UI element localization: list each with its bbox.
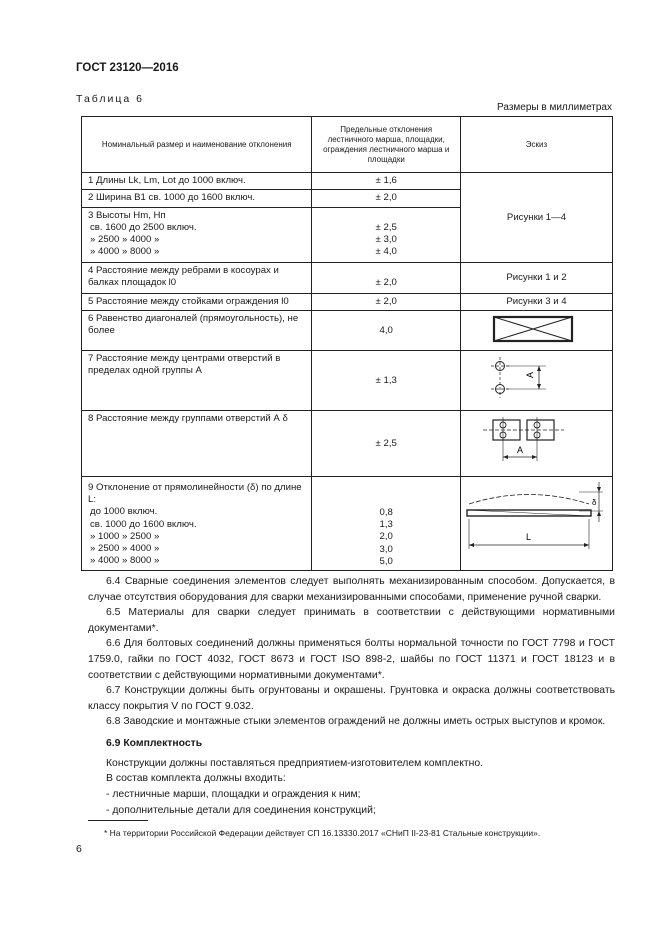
row1-name: 1 Длины Lk, Lm, Lot до 1000 включ. <box>82 173 312 190</box>
col-header-limits: Предельные отклонения лестничного марша, площадки, ограждения лестничного марша и площадки <box>312 117 461 173</box>
row9-line: до 1000 включ. <box>90 506 158 518</box>
col-header-sketch: Эскиз <box>460 117 612 173</box>
standard-title: ГОСТ 23120—2016 <box>76 62 179 74</box>
footnote-separator <box>88 820 148 821</box>
paragraph-6-6: 6.6 Для болтовых соединений должны применяться болты нормальной точности по ГОСТ 7798 и ГОСТ 1759.0, гайки по ГОСТ 4032, ГОСТ 8673 и ГОСТ ISO 898-2, шайбы по ГОСТ 11371 и ГОСТ 18123 и в соответствии с действующими нормативными документами*. <box>88 638 615 681</box>
footnote: * На территории Российской Федерации действует СП 16.13330.2017 «СНиП II-23-81 Стальные конструкции». <box>104 828 541 838</box>
paragraph-6-7: 6.7 Конструкции должны быть огрунтованы и окрашены. Грунтовка и окраска должны соответствовать классу покрытия V по ГОСТ 9.032. <box>88 685 615 712</box>
row3-line: св. 1600 до 2500 включ. <box>90 221 197 233</box>
paragraph-6-9c: - лестничные марши, площадки и ограждения к ним; <box>106 788 361 800</box>
row9-title: 9 Отклонение от прямолинейности (δ) по длине L: <box>88 481 302 506</box>
paragraph-6-5: 6.5 Материалы для сварки следует принимать в соответствии с действующими нормативными документами*. <box>88 607 615 634</box>
row9-line: » 4000 » 8000 » <box>90 555 160 567</box>
row9-line: » 1000 » 2500 » <box>90 530 160 542</box>
row6-value: 4,0 <box>312 310 461 350</box>
row4-name: 4 Расстояние между ребрами в косоурах и балках площадок l0 <box>82 262 312 293</box>
table-row <box>82 293 613 310</box>
table-row <box>82 262 613 293</box>
row9-value: 1,3 <box>379 519 393 531</box>
row4-value-text: ± 2,0 <box>375 276 397 288</box>
row7-sketch-label: A <box>525 371 536 378</box>
row1-value: ± 1,6 <box>312 173 461 190</box>
row9-value: 3,0 <box>379 543 393 555</box>
table-row <box>82 410 613 476</box>
row3-name <box>82 207 312 262</box>
row9-sketch-delta: δ <box>592 497 597 507</box>
row9-name <box>82 476 312 570</box>
row8-sketch <box>460 410 612 476</box>
table-caption: Таблица 6 <box>76 93 144 105</box>
deviation-table <box>81 116 613 571</box>
hole-spacing-sketch <box>461 351 611 407</box>
table-row <box>82 350 613 410</box>
col-header-name: Номинальный размер и наименование отклонения <box>82 117 312 173</box>
straightness-sketch <box>461 477 611 567</box>
row5-sketch: Рисунки 3 и 4 <box>460 293 612 310</box>
paragraph-6-9d: - дополнительные детали для соединения конструкций; <box>106 804 376 816</box>
paragraph-6-9a: Конструкции должны поставляться предприятием-изготовителем комплектно. <box>106 757 484 769</box>
row9-line: св. 1000 до 1600 включ. <box>90 518 197 530</box>
row3-value: ± 2,5 <box>375 221 397 233</box>
row2-name: 2 Ширина B1 св. 1000 до 1600 включ. <box>82 190 312 207</box>
row6-name: 6 Равенство диагоналей (прямоугольность), не более <box>82 310 312 350</box>
row3-value: ± 4,0 <box>375 246 397 258</box>
row9-value: 5,0 <box>379 555 393 567</box>
row9-line: » 2500 » 4000 » <box>90 543 160 555</box>
row8-sketch-label: A <box>517 444 524 455</box>
row7-value: ± 1,3 <box>312 350 461 410</box>
table-header-row <box>82 117 613 173</box>
table-row <box>82 476 613 570</box>
page-number: 6 <box>76 843 82 855</box>
table-row <box>82 173 613 190</box>
paragraph-6-4: 6.4 Сварные соединения элементов следует выполнять механизированным способом. Допускается, в случае отсутствия оборудования для сварки механизированными способами, применение ручной сварки. <box>88 576 615 603</box>
row3-line: » 2500 » 4000 » <box>90 234 160 246</box>
paragraph-6-8: 6.8 Заводские и монтажные стыки элементов ограждений не должны иметь острых выступов и кромок. <box>106 716 606 728</box>
row4-sketch: Рисунки 1 и 2 <box>460 262 612 293</box>
table-units: Размеры в миллиметрах <box>497 102 612 113</box>
row7-sketch <box>460 350 612 410</box>
row1-3-sketch: Рисунки 1—4 <box>460 173 612 263</box>
row6-sketch <box>460 310 612 350</box>
row3-title: 3 Высоты Hm, Hп <box>88 209 166 221</box>
row8-name: 8 Расстояние между группами отверстий А δ <box>82 410 312 476</box>
row3-line: » 4000 » 8000 » <box>90 246 160 258</box>
diagonal-rectangle-sketch <box>461 312 611 346</box>
body-text <box>88 574 615 818</box>
paragraph-6-9b: В состав комплекта должны входить: <box>106 773 286 785</box>
row9-sketch <box>460 476 612 570</box>
row7-name: 7 Расстояние между центрами отверстий в пределах одной группы А <box>82 350 312 410</box>
row8-value: ± 2,5 <box>312 410 461 476</box>
section-heading-6-9: 6.9 Комплектность <box>106 738 203 750</box>
row9-value: 2,0 <box>379 531 393 543</box>
hole-groups-sketch <box>461 411 611 473</box>
row3-values <box>312 207 461 262</box>
row5-value: ± 2,0 <box>312 293 461 310</box>
table-row <box>82 310 613 350</box>
row3-value: ± 3,0 <box>375 233 397 245</box>
row5-name: 5 Расстояние между стойками ограждения l0 <box>82 293 312 310</box>
row4-value <box>312 262 461 293</box>
row9-value: 0,8 <box>379 506 393 518</box>
row9-sketch-label: L <box>526 531 532 542</box>
row2-value: ± 2,0 <box>312 190 461 207</box>
row9-values <box>312 476 461 570</box>
